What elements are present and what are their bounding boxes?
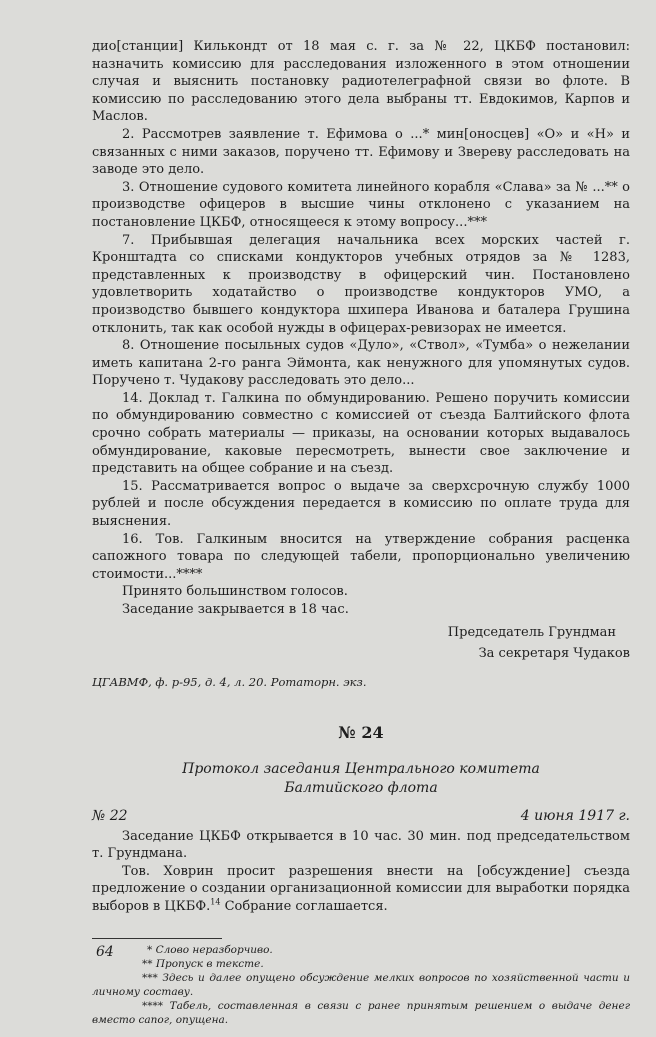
title-line-2: Балтийского флота [284,779,438,796]
protocol-paragraph-2-text: Тов. Ховрин просит разрешения внести на [обсуждение] съезда предложение о создании организационной комиссии для выработки порядка выборов в ЦКБФ. [92,863,630,914]
paragraph-item-7: 7. Прибывшая делегация начальника всех морских частей г. Кронштадта со списками кондукторов учебных отрядов за № 1283, представленных к производству в офицерский чин. Постановлено удовлетворить ходатайство о производстве кондукторов УМО, а производство бывшего кондуктора шхипера Иванова и баталера Грушина отклонить, так как особой нужды в офицерах-ревизорах не имеется. [92,232,630,336]
footnote-2: ** Пропуск в тексте. [142,957,264,970]
body-text [92,38,630,619]
protocol-paragraph-1: Заседание ЦКБФ открывается в 10 час. 30 мин. под председательством т. Грундмана. [92,828,630,862]
paragraph-closing: Заседание закрывается в 18 час. [122,602,349,617]
protocol-number: № 22 [92,807,128,824]
footnote-divider [92,938,222,939]
content-area [92,38,630,1027]
archive-source: ЦГАВМФ, ф. р-95, д. 4, л. 20. Ротаторн. экз. [92,674,367,689]
document-number: № 24 [338,722,384,742]
title-line-1: Протокол заседания Центрального комитета [182,760,540,777]
footnote-3: *** Здесь и далее опущено обсуждение мелких вопросов по хозяйственной части и личному составу. [92,971,630,998]
page-number: 64 [96,944,114,960]
paragraph-resolution: Принято большинством голосов. [122,584,348,600]
paragraph-item-16: 16. Тов. Галкиным вносится на утверждение собрания расценка сапожного товара по следующей табели, пропорционально увеличению стоимости...**** [92,531,630,582]
chairman-signature: Председатель Грундман [447,624,616,640]
paragraph-continuation: дио[станции] Килькондт от 18 мая с. г. за № 22, ЦКБФ постановил: назначить комиссию для расследования изложенного в этом отношении случая и выяснить постановку радиотелеграфной связи во флоте. В комиссию по расследованию этого дела выбраны тт. Евдокимов, Карпов и Маслов. [92,39,630,125]
paragraph-item-15: 15. Рассматривается вопрос о выдаче за сверхсрочную службу 1000 рублей и после обсуждения передается в комиссию по оплате труда для выяснения. [92,478,630,530]
signature-block [92,622,630,664]
protocol-date: 4 июня 1917 г. [520,807,630,824]
footnote-1: * Слово неразборчиво. [147,943,273,956]
footnote-ref-14: 14 [210,897,221,907]
protocol-meta [92,808,630,824]
secretary-signature: За секретаря Чудаков [478,645,630,661]
paragraph-item-2: 2. Рассмотрев заявление т. Ефимова о ...* мин[оносцев] «О» и «Н» и связанных с ними заказов, поручено тт. Ефимову и Звереву расследовать на заводе это дело. [92,126,630,178]
protocol-paragraph-2-end: Собрание соглашается. [220,898,388,914]
paragraph-item-8: 8. Отношение посыльных судов «Дуло», «Ствол», «Тумба» о нежелании иметь капитана 2-го ранга Эймонта, как ненужного для упомянутых судов. Поручено т. Чудакову расследовать это дело... [92,338,630,389]
footnotes [92,943,630,1027]
footnote-4: **** Табель, составленная в связи с ранее принятым решением о выдаче денег вместо сапог, опущена. [92,999,630,1026]
paragraph-item-14: 14. Доклад т. Галкина по обмундированию. Решено поручить комиссии по обмундированию совместно с комиссией от съезда Балтийского флота срочно собрать материалы — приказы, на основании которых выдавалось обмундирование, каковые пересмотреть, вынести свое заключение и представить на общее собрание и на съезд. [92,390,630,477]
paragraph-item-3: 3. Отношение судового комитета линейного корабля «Слава» за № ...** о производстве офицеров в высшие чины отклонено с указанием на постановление ЦКБФ, относящееся к этому вопросу...*** [92,179,630,230]
protocol-paragraph-2 [92,863,630,916]
document-title [92,760,630,798]
